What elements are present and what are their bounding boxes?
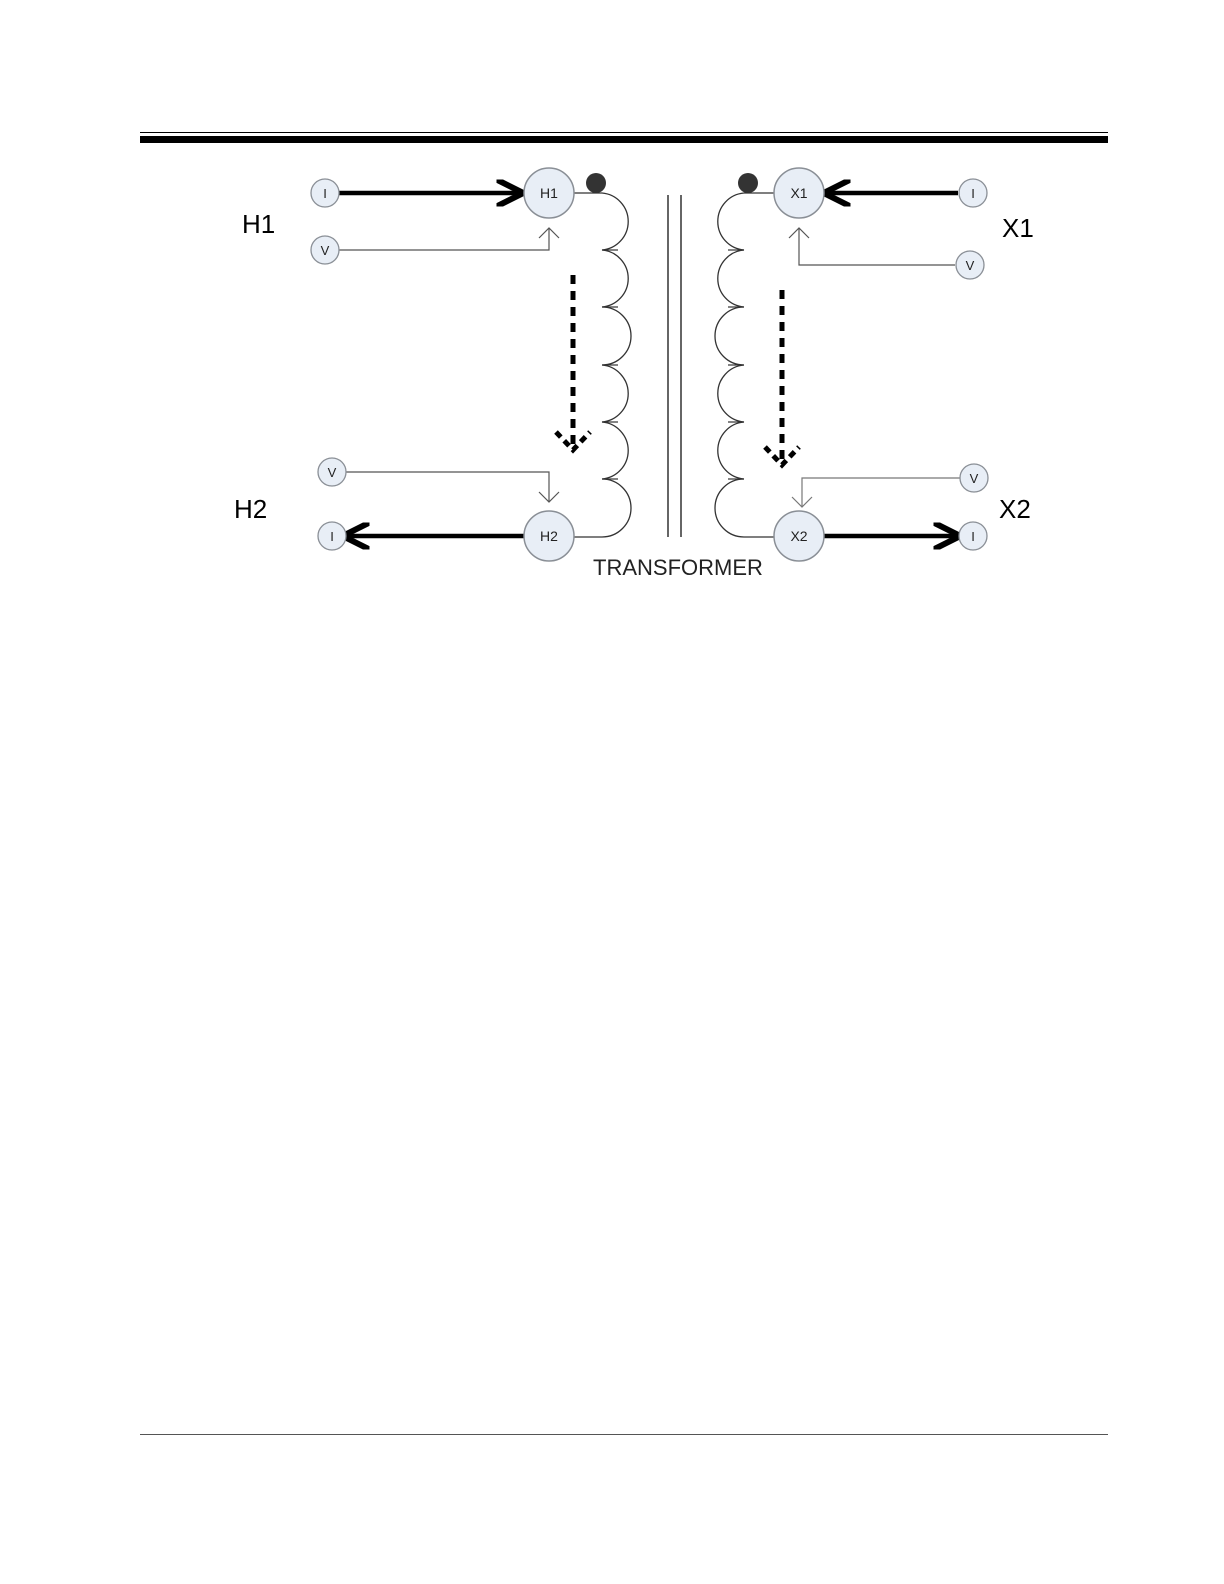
secondary-flow-arrow	[765, 290, 799, 465]
terminal-x1	[774, 168, 824, 218]
h2-voltage-lead	[346, 472, 559, 502]
terminal-h2-label: H2	[540, 528, 558, 544]
terminal-h2	[524, 511, 574, 561]
terminal-x2	[774, 511, 824, 561]
terminal-x1-label: X1	[790, 185, 808, 201]
meter-current-h1-label: I	[323, 186, 327, 201]
label-x2: X2	[999, 494, 1031, 524]
meter-voltage-x1	[956, 251, 984, 279]
terminal-h1	[524, 168, 574, 218]
meter-current-x2	[959, 522, 987, 550]
polarity-dot-primary	[586, 173, 606, 193]
terminal-x2-label: X2	[790, 528, 808, 544]
meter-voltage-h1-label: V	[320, 243, 330, 258]
meter-voltage-h2-label: V	[327, 465, 337, 480]
terminal-h1-label: H1	[540, 185, 558, 201]
meter-voltage-h1	[311, 236, 339, 264]
meter-voltage-x2-label: V	[969, 471, 979, 486]
footer-rule	[140, 1434, 1108, 1435]
meter-current-h1	[311, 179, 339, 207]
meter-voltage-x2	[960, 464, 988, 492]
label-x1: X1	[1002, 213, 1034, 243]
polarity-dot-secondary	[738, 173, 758, 193]
label-h1: H1	[242, 209, 276, 239]
h1-voltage-lead	[339, 228, 559, 250]
meter-current-x1-label: I	[971, 186, 975, 201]
meter-current-h2-label: I	[330, 529, 334, 544]
meter-current-x1	[959, 179, 987, 207]
meter-current-x2-label: I	[971, 529, 975, 544]
transformer-caption: TRANSFORMER	[593, 555, 763, 580]
label-h2: H2	[234, 494, 268, 524]
meter-current-h2	[318, 522, 346, 550]
primary-flow-arrow	[556, 275, 590, 450]
x1-voltage-lead	[789, 228, 955, 265]
x2-voltage-lead	[792, 478, 960, 507]
meter-voltage-x1-label: V	[965, 258, 975, 273]
secondary-winding	[715, 193, 775, 537]
meter-voltage-h2	[318, 458, 346, 486]
transformer-diagram	[0, 0, 1224, 620]
